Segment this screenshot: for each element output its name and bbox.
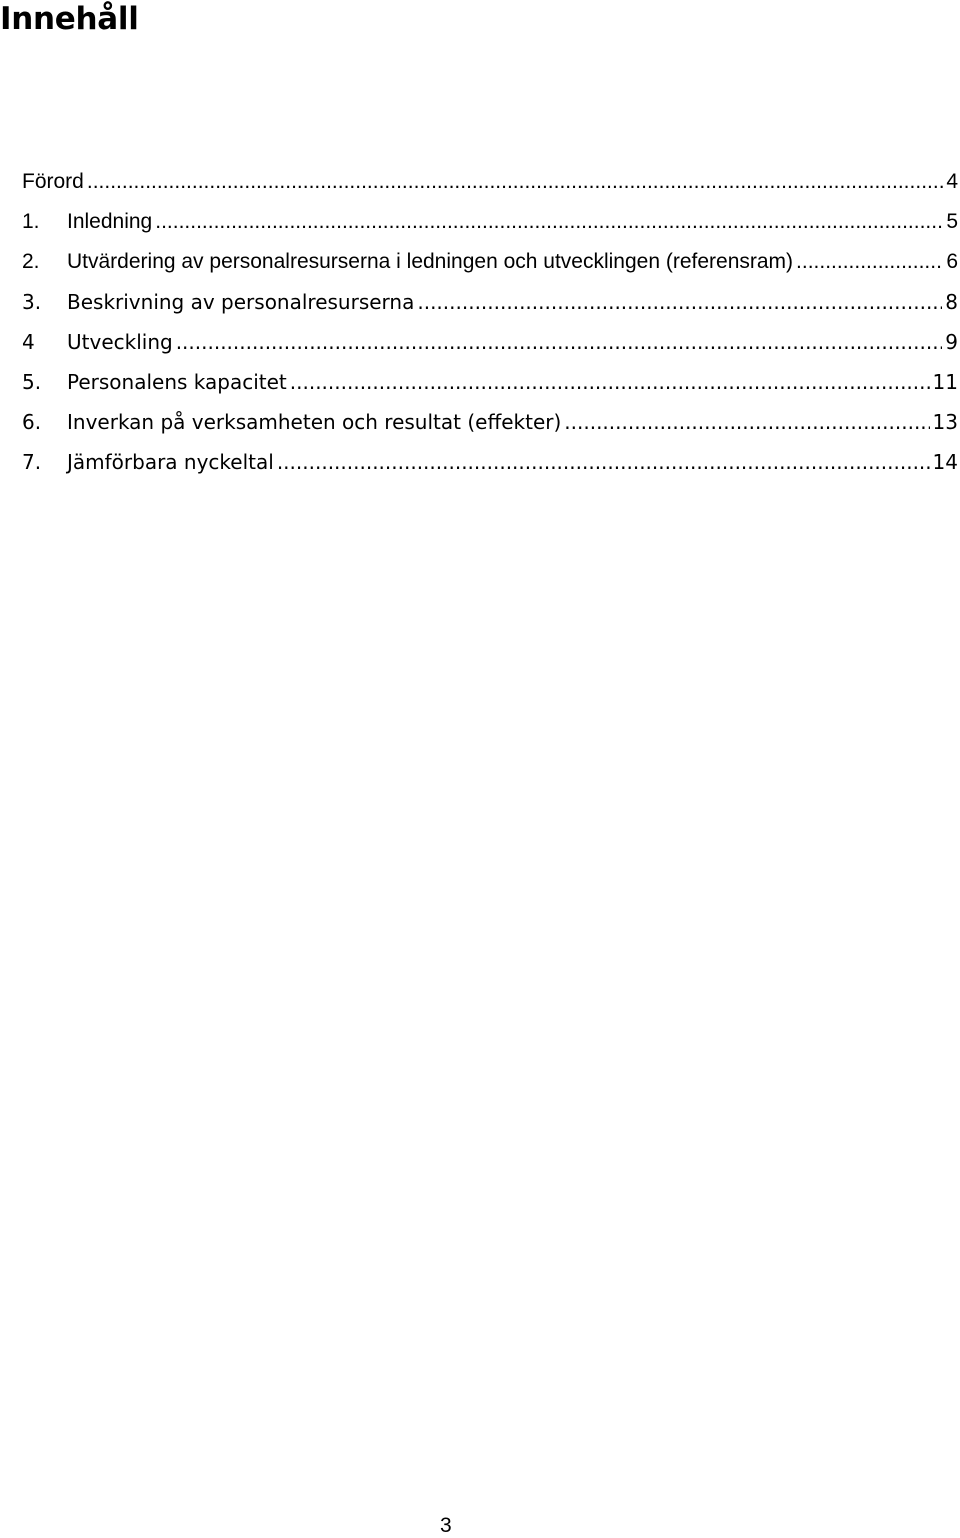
page-title: Innehåll <box>0 1 139 37</box>
toc-entry-page: 13 <box>932 410 958 434</box>
toc-leader-dots <box>277 446 930 478</box>
toc-entry-number: 4 <box>22 330 35 354</box>
toc-leader-dots <box>290 366 930 398</box>
toc-entry-title: Inverkan på verksamheten och resultat (effekter) <box>67 410 562 434</box>
toc-entry-3[interactable] <box>22 286 960 326</box>
toc-entry-page: 4 <box>946 170 958 193</box>
toc-entry-5[interactable] <box>22 366 960 406</box>
toc-entry-title: Utvärdering av personalresurserna i ledningen och utvecklingen (referensram) <box>67 250 794 273</box>
toc-entry-number: 1. <box>22 210 40 233</box>
table-of-contents <box>22 166 960 486</box>
toc-entry-title: Jämförbara nyckeltal <box>67 450 274 474</box>
toc-entry-title: Beskrivning av personalresurserna <box>67 290 415 314</box>
toc-leader-dots <box>417 286 942 318</box>
toc-entry-page: 5 <box>946 210 958 233</box>
toc-entry-4[interactable] <box>22 326 960 366</box>
toc-entry-7[interactable] <box>22 446 960 486</box>
toc-entry-page: 11 <box>932 370 958 394</box>
toc-entry-page: 9 <box>945 330 958 354</box>
toc-entry-title: Förord <box>22 170 84 193</box>
toc-leader-dots <box>155 206 943 238</box>
toc-entry-title: Inledning <box>67 210 153 233</box>
toc-leader-dots <box>796 246 943 278</box>
toc-entry-title: Utveckling <box>67 330 173 354</box>
toc-entry-number: 6. <box>22 410 42 434</box>
toc-entry-number: 2. <box>22 250 40 273</box>
toc-entry-page: 14 <box>932 450 958 474</box>
toc-entry-page: 6 <box>946 250 958 273</box>
toc-entry-page: 8 <box>945 290 958 314</box>
toc-entry-2[interactable] <box>22 246 960 286</box>
toc-entry-number: 5. <box>22 370 42 394</box>
toc-entry-title: Personalens kapacitet <box>67 370 287 394</box>
toc-leader-dots <box>176 326 943 358</box>
page-number: 3 <box>440 1514 452 1537</box>
toc-entry-1[interactable] <box>22 206 960 246</box>
toc-leader-dots <box>564 406 929 438</box>
toc-entry-number: 3. <box>22 290 42 314</box>
toc-entry-number: 7. <box>22 450 42 474</box>
toc-entry-6[interactable] <box>22 406 960 446</box>
toc-entry-forord[interactable] <box>22 166 960 206</box>
toc-leader-dots <box>87 166 943 198</box>
